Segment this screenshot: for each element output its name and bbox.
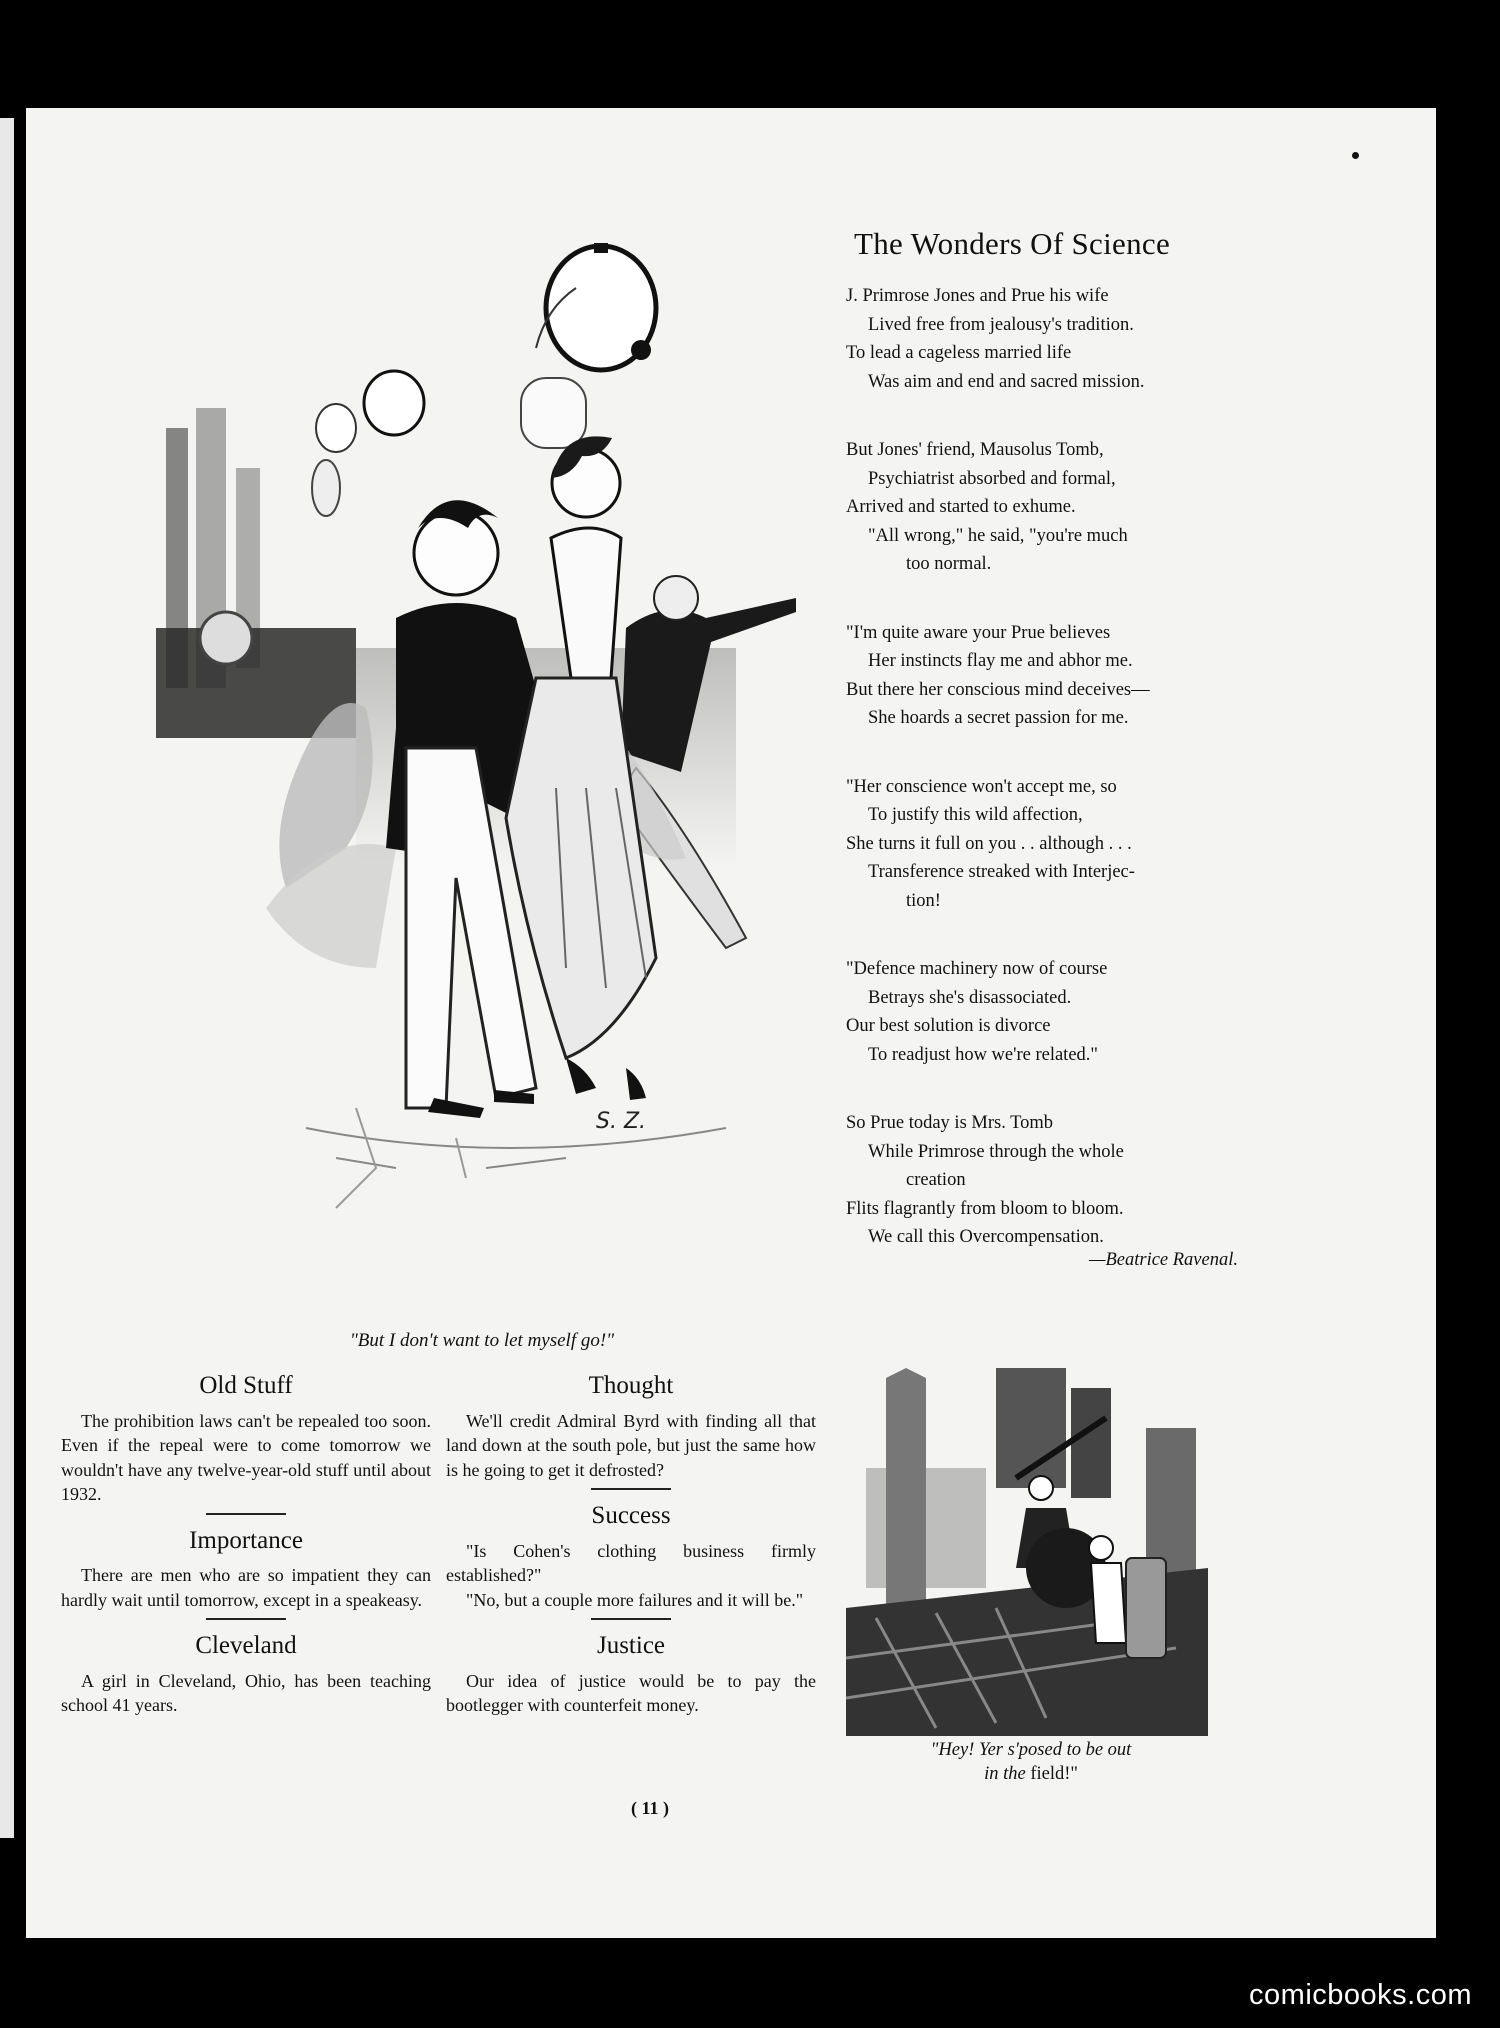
paper-lantern bbox=[521, 243, 656, 448]
poem-line: "Defence machinery now of course bbox=[846, 959, 1108, 979]
divider bbox=[206, 1618, 286, 1620]
watermark: comicbooks.com bbox=[1249, 1979, 1472, 2011]
article-success bbox=[446, 1504, 816, 1620]
article-cleveland bbox=[61, 1634, 431, 1718]
poem-line: But there her conscious mind deceives— bbox=[846, 679, 1150, 700]
poem-stanza-5 bbox=[846, 955, 1246, 1069]
poem-line: Lived free from jealousy's tradition. bbox=[868, 314, 1134, 335]
poem bbox=[846, 226, 1246, 1271]
left-column bbox=[61, 1374, 431, 1718]
caption-line bbox=[861, 1762, 1201, 1786]
poem-line: But Jones' friend, Mausolus Tomb, bbox=[846, 440, 1104, 460]
poem-line: too normal. bbox=[906, 554, 992, 574]
poem-line: She turns it full on you . . although . . . bbox=[846, 833, 1132, 854]
poem-stanza-1 bbox=[846, 282, 1246, 396]
poem-stanza-3 bbox=[846, 619, 1246, 733]
adjacent-page-edge bbox=[0, 118, 14, 1838]
poem-line: To justify this wild affection, bbox=[868, 805, 1083, 825]
divider bbox=[206, 1513, 286, 1515]
divider bbox=[591, 1618, 671, 1620]
poem-line: Was aim and end and sacred mission. bbox=[868, 371, 1145, 392]
article-body: Our idea of justice would be to pay the bootlegger with counterfeit money. bbox=[446, 1670, 816, 1715]
article-old-stuff bbox=[61, 1374, 431, 1515]
poem-line: She hoards a secret passion for me. bbox=[868, 708, 1129, 728]
poem-line: "Her conscience won't accept me, so bbox=[846, 776, 1117, 797]
poem-line: tion! bbox=[906, 890, 941, 911]
poem-line: So Prue today is Mrs. Tomb bbox=[846, 1113, 1054, 1133]
poem-line: "All wrong," he said, "you're much bbox=[868, 525, 1128, 546]
poem-line: creation bbox=[906, 1170, 966, 1190]
caption-line: "Hey! Yer s'posed to be out bbox=[930, 1740, 1132, 1760]
poem-stanza-4 bbox=[846, 773, 1246, 916]
article-body: We'll credit Admiral Byrd with finding all that land down at the south pole, but just the same how is he going to get it defrosted? bbox=[446, 1410, 816, 1480]
article-thought bbox=[446, 1374, 816, 1490]
poem-line: Flits flagrantly from bloom to bloom. bbox=[846, 1198, 1124, 1219]
article-heading: Cleveland bbox=[195, 1632, 297, 1659]
poem-line: We call this Overcompensation. bbox=[868, 1227, 1104, 1247]
caption-fragment: in the bbox=[984, 1764, 1026, 1784]
page-number: ( 11 ) bbox=[631, 1798, 669, 1818]
rooftop-baseball-illustration bbox=[846, 1358, 1208, 1736]
article-heading: Justice bbox=[596, 1632, 666, 1659]
article-importance bbox=[61, 1526, 431, 1621]
poem-line: To readjust how we're related." bbox=[868, 1044, 1098, 1065]
small-cartoon-caption bbox=[861, 1738, 1201, 1786]
artist-signature bbox=[596, 1109, 646, 1134]
caption-fragment: field!" bbox=[1030, 1764, 1078, 1784]
article-heading: Old Stuff bbox=[199, 1372, 293, 1399]
svg-text:S. Z.: S. Z. bbox=[596, 1109, 647, 1134]
magazine-page bbox=[26, 108, 1436, 1938]
article-body: There are men who are so impatient they can hardly wait until tomorrow, except in a speakeasy. bbox=[61, 1565, 431, 1610]
poem-line: Psychiatrist absorbed and formal, bbox=[868, 468, 1116, 489]
poem-author: —Beatrice Ravenal. bbox=[1089, 1249, 1238, 1270]
article-heading: Thought bbox=[588, 1372, 674, 1399]
middle-column bbox=[446, 1374, 816, 1718]
poem-line: To lead a cageless married life bbox=[846, 343, 1072, 363]
dancing-couple-illustration bbox=[156, 228, 866, 1428]
poem-line: Arrived and started to exhume. bbox=[846, 497, 1076, 517]
poem-line: "I'm quite aware your Prue believes bbox=[846, 622, 1111, 643]
poem-title: The Wonders Of Science bbox=[854, 226, 1171, 261]
article-body: A girl in Cleveland, Ohio, has been teaching school 41 years. bbox=[61, 1670, 431, 1715]
poem-line: While Primrose through the whole bbox=[868, 1141, 1124, 1162]
poem-line: Our best solution is divorce bbox=[846, 1016, 1051, 1036]
divider bbox=[591, 1488, 671, 1490]
article-heading: Success bbox=[591, 1502, 671, 1529]
poem-line: J. Primrose Jones and Prue his wife bbox=[846, 286, 1109, 306]
article-body: The prohibition laws can't be repealed too soon. Even if the repeal were to come tomorrow we wouldn't have any twelve-year-old stuff until about 1932. bbox=[61, 1410, 431, 1504]
page-speck bbox=[1352, 152, 1359, 159]
poem-line: Her instincts flay me and abhor me. bbox=[868, 651, 1133, 671]
main-cartoon-caption: "But I don't want to let myself go!" bbox=[349, 1330, 615, 1351]
poem-line: Betrays she's disassociated. bbox=[868, 987, 1072, 1008]
poem-line: Transference streaked with Interjec- bbox=[868, 862, 1135, 882]
poem-stanza-2 bbox=[846, 436, 1246, 579]
article-justice bbox=[446, 1634, 816, 1718]
poem-stanza-6 bbox=[846, 1109, 1246, 1252]
article-question: "Is Cohen's clothing business firmly established?" bbox=[446, 1540, 816, 1585]
article-heading: Importance bbox=[189, 1526, 303, 1554]
article-answer: "No, but a couple more failures and it will be." bbox=[466, 1589, 804, 1610]
